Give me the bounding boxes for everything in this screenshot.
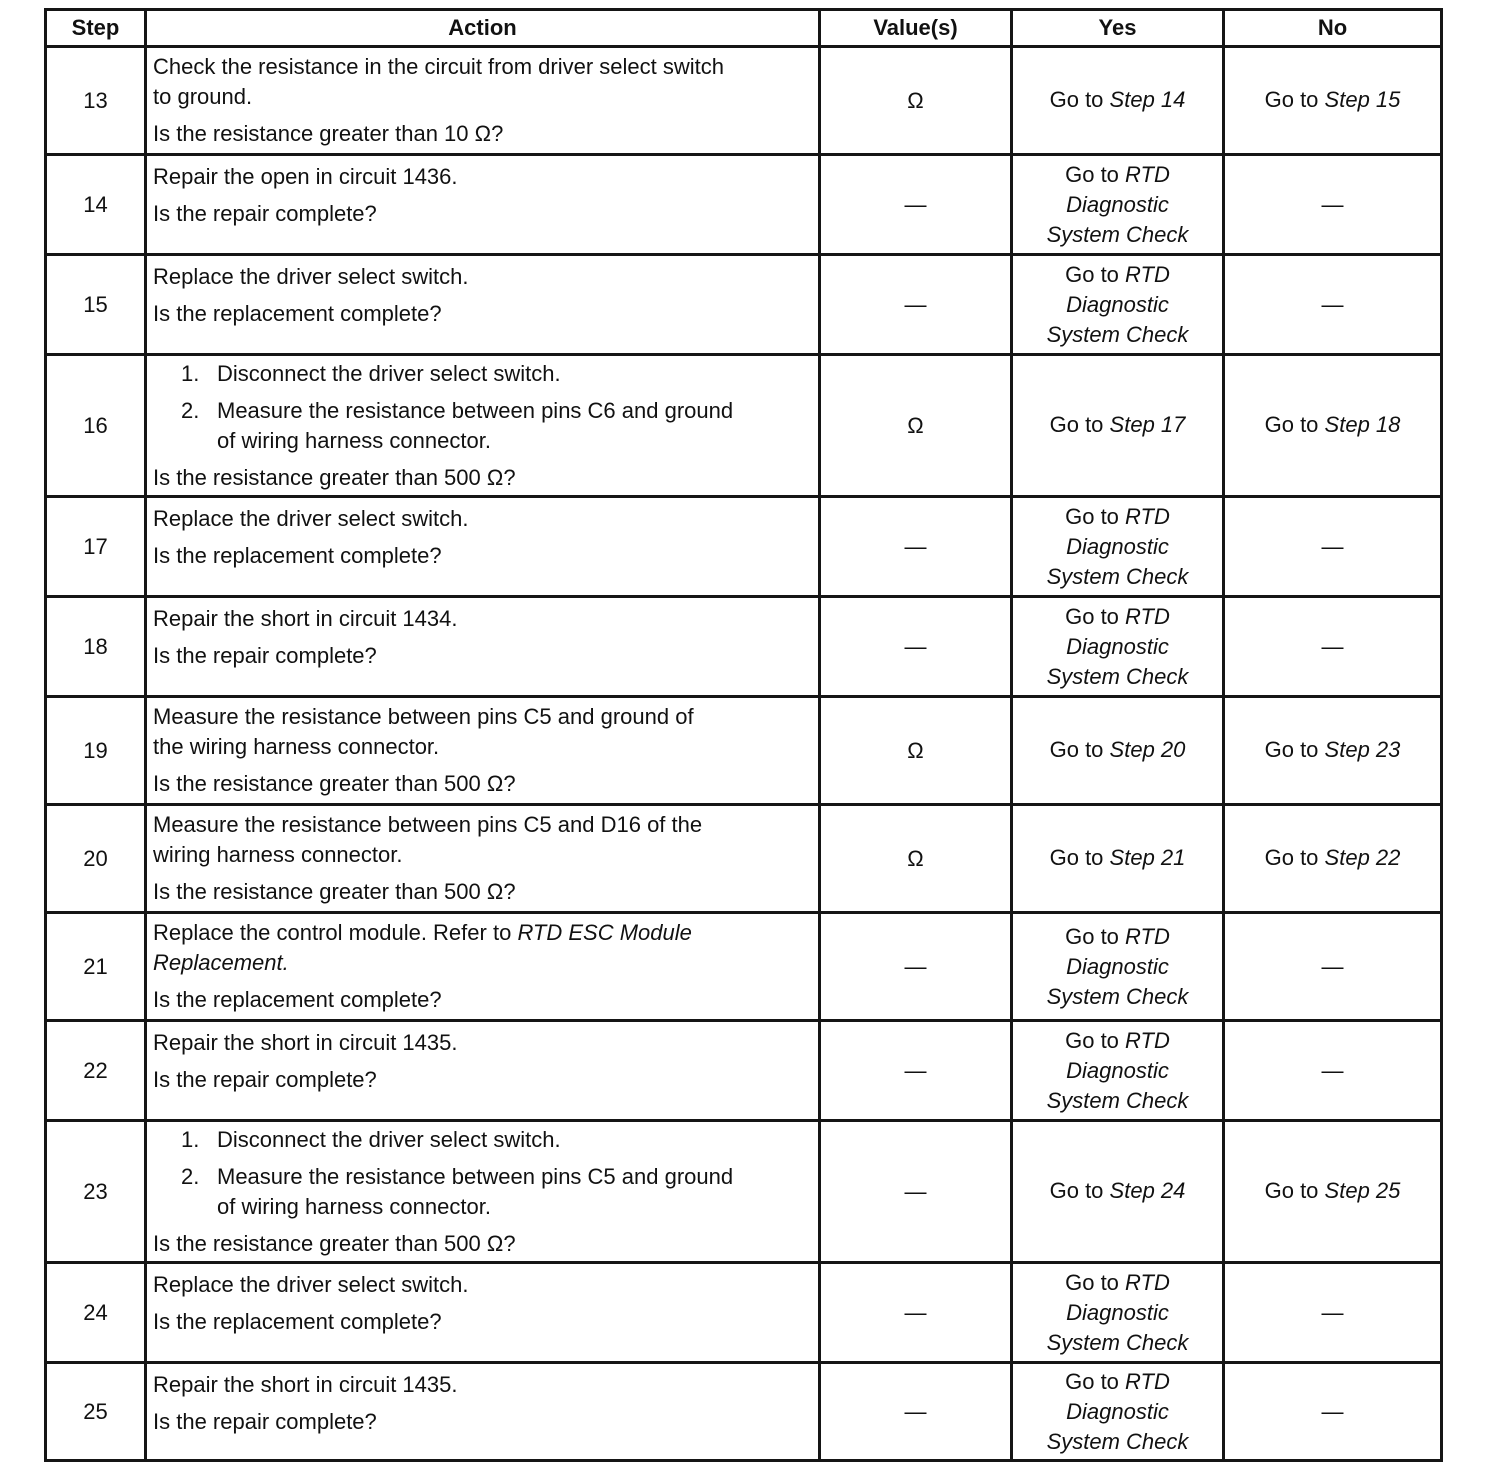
yes-cell bbox=[1012, 497, 1224, 597]
step-link[interactable]: Step 25 bbox=[1324, 1177, 1401, 1203]
goto-text: Go to bbox=[1065, 603, 1119, 629]
step-number: 17 bbox=[46, 497, 146, 597]
step-link[interactable]: Step 15 bbox=[1324, 86, 1401, 112]
goto-text: Go to bbox=[1264, 736, 1319, 762]
yes-cell bbox=[1012, 255, 1224, 355]
yes-cell bbox=[1012, 913, 1224, 1021]
yes-cell bbox=[1012, 1021, 1224, 1121]
goto-text: Go to bbox=[1049, 411, 1104, 437]
question-text: Is the resistance greater than 500 Ω? bbox=[153, 771, 516, 796]
diagnostic-table-sheet bbox=[44, 8, 1440, 1462]
question-text: Is the replacement complete? bbox=[153, 987, 442, 1012]
diagnostic-link[interactable]: Diagnostic bbox=[1066, 953, 1169, 979]
goto-text: Go to bbox=[1065, 503, 1119, 529]
no-cell: — bbox=[1224, 913, 1442, 1021]
goto-text: Go to bbox=[1049, 86, 1104, 112]
reference-link[interactable]: Replacement. bbox=[153, 950, 289, 975]
system-check-link[interactable]: System Check bbox=[1046, 1329, 1189, 1355]
action-cell bbox=[146, 697, 820, 805]
question-text: Is the resistance greater than 500 Ω? bbox=[153, 1230, 516, 1256]
action-cell bbox=[146, 155, 820, 255]
value-cell: — bbox=[820, 1263, 1012, 1363]
table-row-step-13 bbox=[46, 47, 1442, 155]
value-cell: — bbox=[820, 155, 1012, 255]
item-text: of wiring harness connector. bbox=[217, 427, 491, 453]
action-cell bbox=[146, 255, 820, 355]
no-cell bbox=[1224, 805, 1442, 913]
goto-text: Go to bbox=[1264, 411, 1319, 437]
table-row-step-18 bbox=[46, 597, 1442, 697]
numbered-item: 2. Measure the resistance between pins C5 and ground of wiring harness connector. bbox=[153, 1162, 812, 1222]
step-link[interactable]: Step 22 bbox=[1324, 844, 1401, 870]
no-cell: — bbox=[1224, 1363, 1442, 1461]
item-text: Measure the resistance between pins C5 and ground bbox=[217, 1163, 734, 1189]
value-cell: — bbox=[820, 1021, 1012, 1121]
no-cell bbox=[1224, 697, 1442, 805]
question-text: Is the repair complete? bbox=[153, 1409, 377, 1434]
value-cell: Ω bbox=[820, 805, 1012, 913]
action-text: Measure the resistance between pins C5 and D16 of the bbox=[153, 812, 703, 837]
rtd-link[interactable]: RTD bbox=[1125, 923, 1170, 949]
no-cell: — bbox=[1224, 497, 1442, 597]
no-cell: — bbox=[1224, 155, 1442, 255]
reference-link[interactable]: RTD ESC Module bbox=[517, 920, 692, 945]
action-cell bbox=[146, 47, 820, 155]
goto-text: Go to bbox=[1065, 923, 1119, 949]
yes-cell bbox=[1012, 355, 1224, 497]
goto-text: Go to bbox=[1049, 1177, 1104, 1203]
table-row-step-23 bbox=[46, 1121, 1442, 1263]
goto-text: Go to bbox=[1065, 1368, 1119, 1394]
action-text: Check the resistance in the circuit from driver select switch bbox=[153, 54, 724, 79]
step-number: 20 bbox=[46, 805, 146, 913]
rtd-link[interactable]: RTD bbox=[1125, 1269, 1170, 1295]
no-cell bbox=[1224, 1121, 1442, 1263]
step-number: 16 bbox=[46, 355, 146, 497]
system-check-link[interactable]: System Check bbox=[1046, 321, 1189, 347]
action-cell bbox=[146, 1363, 820, 1461]
action-text: Repair the short in circuit 1435. bbox=[153, 1372, 458, 1397]
diagnostic-link[interactable]: Diagnostic bbox=[1066, 533, 1169, 559]
action-text: to ground. bbox=[153, 84, 253, 109]
table-row-step-25 bbox=[46, 1363, 1442, 1461]
numbered-item: 2. Measure the resistance between pins C6 and ground of wiring harness connector. bbox=[153, 396, 812, 456]
question-text: Is the repair complete? bbox=[153, 201, 377, 226]
step-number: 18 bbox=[46, 597, 146, 697]
header-yes: Yes bbox=[1012, 10, 1224, 47]
action-text: Measure the resistance between pins C5 and ground of bbox=[153, 704, 694, 729]
rtd-link[interactable]: RTD bbox=[1125, 161, 1170, 187]
system-check-link[interactable]: System Check bbox=[1046, 563, 1189, 589]
table-row-step-22 bbox=[46, 1021, 1442, 1121]
table-row-step-17 bbox=[46, 497, 1442, 597]
value-cell: Ω bbox=[820, 697, 1012, 805]
step-link[interactable]: Step 17 bbox=[1109, 411, 1186, 437]
value-cell: Ω bbox=[820, 47, 1012, 155]
table-row-step-24 bbox=[46, 1263, 1442, 1363]
value-cell: — bbox=[820, 1363, 1012, 1461]
step-number: 21 bbox=[46, 913, 146, 1021]
goto-text: Go to bbox=[1065, 1269, 1119, 1295]
action-text: Replace the driver select switch. bbox=[153, 264, 469, 289]
goto-text: Go to bbox=[1264, 1177, 1319, 1203]
system-check-link[interactable]: System Check bbox=[1046, 221, 1189, 247]
table-row-step-15 bbox=[46, 255, 1442, 355]
action-text: Replace the driver select switch. bbox=[153, 1272, 469, 1297]
action-cell bbox=[146, 597, 820, 697]
action-text: Repair the short in circuit 1434. bbox=[153, 606, 458, 631]
question-text: Is the replacement complete? bbox=[153, 543, 442, 568]
step-number: 25 bbox=[46, 1363, 146, 1461]
action-text: wiring harness connector. bbox=[153, 842, 403, 867]
table-header-row bbox=[46, 10, 1442, 47]
diagnostic-link[interactable]: Diagnostic bbox=[1066, 191, 1169, 217]
no-cell: — bbox=[1224, 597, 1442, 697]
action-cell bbox=[146, 1263, 820, 1363]
no-cell bbox=[1224, 47, 1442, 155]
step-link[interactable]: Step 24 bbox=[1109, 1177, 1186, 1203]
step-link[interactable]: Step 23 bbox=[1324, 736, 1401, 762]
step-number: 13 bbox=[46, 47, 146, 155]
step-number: 23 bbox=[46, 1121, 146, 1263]
step-link[interactable]: Step 20 bbox=[1109, 736, 1186, 762]
goto-text: Go to bbox=[1065, 1027, 1119, 1053]
action-cell bbox=[146, 1021, 820, 1121]
step-number: 15 bbox=[46, 255, 146, 355]
question-text: Is the repair complete? bbox=[153, 1067, 377, 1092]
question-text: Is the replacement complete? bbox=[153, 1309, 442, 1334]
system-check-link[interactable]: System Check bbox=[1046, 663, 1189, 689]
header-no: No bbox=[1224, 10, 1442, 47]
no-cell: — bbox=[1224, 1263, 1442, 1363]
yes-cell bbox=[1012, 1263, 1224, 1363]
yes-cell bbox=[1012, 597, 1224, 697]
diagnostic-link[interactable]: Diagnostic bbox=[1066, 291, 1169, 317]
table-row-step-16 bbox=[46, 355, 1442, 497]
yes-cell bbox=[1012, 155, 1224, 255]
item-text: of wiring harness connector. bbox=[217, 1193, 491, 1219]
action-text: Repair the short in circuit 1435. bbox=[153, 1030, 458, 1055]
item-text: Disconnect the driver select switch. bbox=[217, 360, 561, 386]
table-row-step-14 bbox=[46, 155, 1442, 255]
goto-text: Go to bbox=[1264, 86, 1319, 112]
action-cell bbox=[146, 805, 820, 913]
yes-cell bbox=[1012, 47, 1224, 155]
goto-text: Go to bbox=[1049, 844, 1104, 870]
yes-cell bbox=[1012, 805, 1224, 913]
no-cell: — bbox=[1224, 255, 1442, 355]
header-value: Value(s) bbox=[820, 10, 1012, 47]
diagnostic-table bbox=[44, 8, 1443, 1462]
table-row-step-19 bbox=[46, 697, 1442, 805]
yes-cell bbox=[1012, 1121, 1224, 1263]
rtd-link[interactable]: RTD bbox=[1125, 503, 1170, 529]
no-cell: — bbox=[1224, 1021, 1442, 1121]
rtd-link[interactable]: RTD bbox=[1125, 603, 1170, 629]
no-cell bbox=[1224, 355, 1442, 497]
header-action: Action bbox=[146, 10, 820, 47]
step-number: 22 bbox=[46, 1021, 146, 1121]
action-cell bbox=[146, 913, 820, 1021]
action-text: Replace the control module. Refer to bbox=[153, 920, 512, 945]
value-cell: — bbox=[820, 597, 1012, 697]
rtd-link[interactable]: RTD bbox=[1125, 1368, 1170, 1394]
goto-text: Go to bbox=[1049, 736, 1104, 762]
system-check-link[interactable]: System Check bbox=[1046, 983, 1189, 1009]
step-link[interactable]: Step 18 bbox=[1324, 411, 1401, 437]
yes-cell bbox=[1012, 1363, 1224, 1461]
numbered-item: 1. Disconnect the driver select switch. bbox=[181, 360, 561, 386]
rtd-link[interactable]: RTD bbox=[1125, 1027, 1170, 1053]
table-row-step-21 bbox=[46, 913, 1442, 1021]
action-text: Repair the open in circuit 1436. bbox=[153, 164, 458, 189]
rtd-link[interactable]: RTD bbox=[1125, 261, 1170, 287]
question-text: Is the resistance greater than 500 Ω? bbox=[153, 464, 516, 490]
action-cell bbox=[146, 355, 820, 497]
action-text: Replace the driver select switch. bbox=[153, 506, 469, 531]
step-number: 24 bbox=[46, 1263, 146, 1363]
question-text: Is the repair complete? bbox=[153, 643, 377, 668]
step-number: 14 bbox=[46, 155, 146, 255]
goto-text: Go to bbox=[1264, 844, 1319, 870]
action-cell bbox=[146, 497, 820, 597]
value-cell: — bbox=[820, 497, 1012, 597]
numbered-item: 1. Disconnect the driver select switch. bbox=[181, 1126, 561, 1152]
item-text: Disconnect the driver select switch. bbox=[217, 1126, 561, 1152]
table-row-step-20 bbox=[46, 805, 1442, 913]
diagnostic-link[interactable]: Diagnostic bbox=[1066, 1299, 1169, 1325]
action-cell bbox=[146, 1121, 820, 1263]
yes-cell bbox=[1012, 697, 1224, 805]
diagnostic-link[interactable]: Diagnostic bbox=[1066, 633, 1169, 659]
goto-text: Go to bbox=[1065, 161, 1119, 187]
header-step: Step bbox=[46, 10, 146, 47]
action-text: the wiring harness connector. bbox=[153, 734, 440, 759]
step-link[interactable]: Step 21 bbox=[1109, 844, 1186, 870]
goto-text: Go to bbox=[1065, 261, 1119, 287]
question-text: Is the replacement complete? bbox=[153, 301, 442, 326]
value-cell: — bbox=[820, 1121, 1012, 1263]
question-text: Is the resistance greater than 500 Ω? bbox=[153, 879, 516, 904]
value-cell: — bbox=[820, 913, 1012, 1021]
system-check-link[interactable]: System Check bbox=[1046, 1087, 1189, 1113]
diagnostic-link[interactable]: Diagnostic bbox=[1066, 1398, 1169, 1424]
value-cell: — bbox=[820, 255, 1012, 355]
question-text: Is the resistance greater than 10 Ω? bbox=[153, 121, 504, 146]
diagnostic-link[interactable]: Diagnostic bbox=[1066, 1057, 1169, 1083]
value-cell: Ω bbox=[820, 355, 1012, 497]
system-check-link[interactable]: System Check bbox=[1046, 1428, 1189, 1454]
step-link[interactable]: Step 14 bbox=[1109, 86, 1186, 112]
item-text: Measure the resistance between pins C6 and ground bbox=[217, 397, 734, 423]
step-number: 19 bbox=[46, 697, 146, 805]
